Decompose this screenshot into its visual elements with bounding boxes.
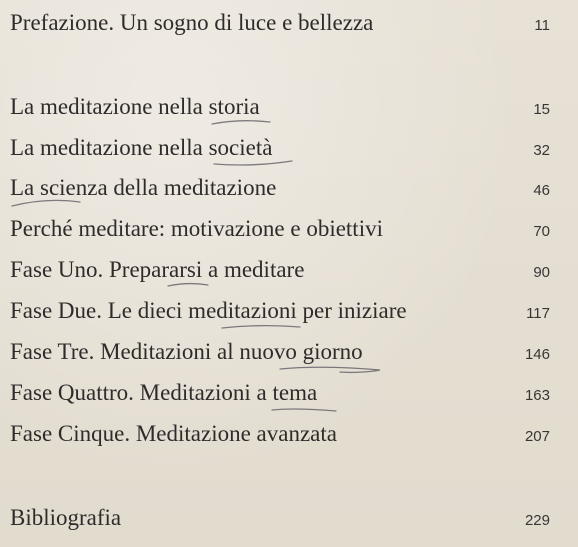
toc-entry	[10, 255, 550, 285]
pencil-underline	[272, 409, 336, 411]
toc-entry-page: 146	[524, 346, 550, 363]
toc-entry-bibliography	[10, 503, 550, 533]
pencil-underline	[280, 367, 380, 372]
toc-entry-page: 70	[533, 223, 550, 240]
toc-entry	[10, 419, 550, 449]
toc-entry	[10, 296, 550, 326]
toc-entry-page: 229	[524, 512, 550, 529]
toc-entry	[10, 133, 550, 163]
toc-entry-title: La scienza della meditazione	[10, 175, 277, 200]
toc-entry	[10, 214, 550, 244]
toc-entry-title: La meditazione nella società	[10, 135, 273, 160]
toc-entry-title: Bibliografia	[10, 505, 122, 530]
toc-entry-title: Fase Uno. Prepararsi a meditare	[10, 257, 305, 282]
toc-entry-title: Perché meditare: motivazione e obiettivi	[10, 216, 383, 241]
toc-entry	[10, 173, 550, 203]
toc-entry-page: 207	[524, 428, 550, 445]
toc-entry	[10, 92, 550, 122]
toc-entry-title: Fase Quattro. Meditazioni a tema	[10, 380, 318, 405]
toc-entry-preface	[10, 8, 550, 38]
toc-entry-title: Fase Tre. Meditazioni al nuovo giorno	[10, 339, 363, 364]
toc-entry-page: 32	[533, 142, 550, 159]
toc-entry-page: 117	[526, 305, 550, 322]
toc-entry	[10, 378, 550, 408]
toc-entry-title: Prefazione. Un sogno di luce e bellezza	[10, 10, 374, 35]
toc-entry-title: Fase Cinque. Meditazione avanzata	[10, 421, 337, 446]
toc-entry-page: 163	[524, 387, 550, 404]
toc-entry-page: 11	[534, 17, 550, 34]
toc-entry-title: La meditazione nella storia	[10, 94, 260, 119]
toc-entry-page: 90	[533, 264, 550, 281]
toc-entry-page: 46	[533, 182, 550, 199]
toc-entry-page: 15	[533, 101, 550, 118]
toc-entry-title: Fase Due. Le dieci meditazioni per iniziare	[10, 298, 407, 323]
toc-entry	[10, 337, 550, 367]
